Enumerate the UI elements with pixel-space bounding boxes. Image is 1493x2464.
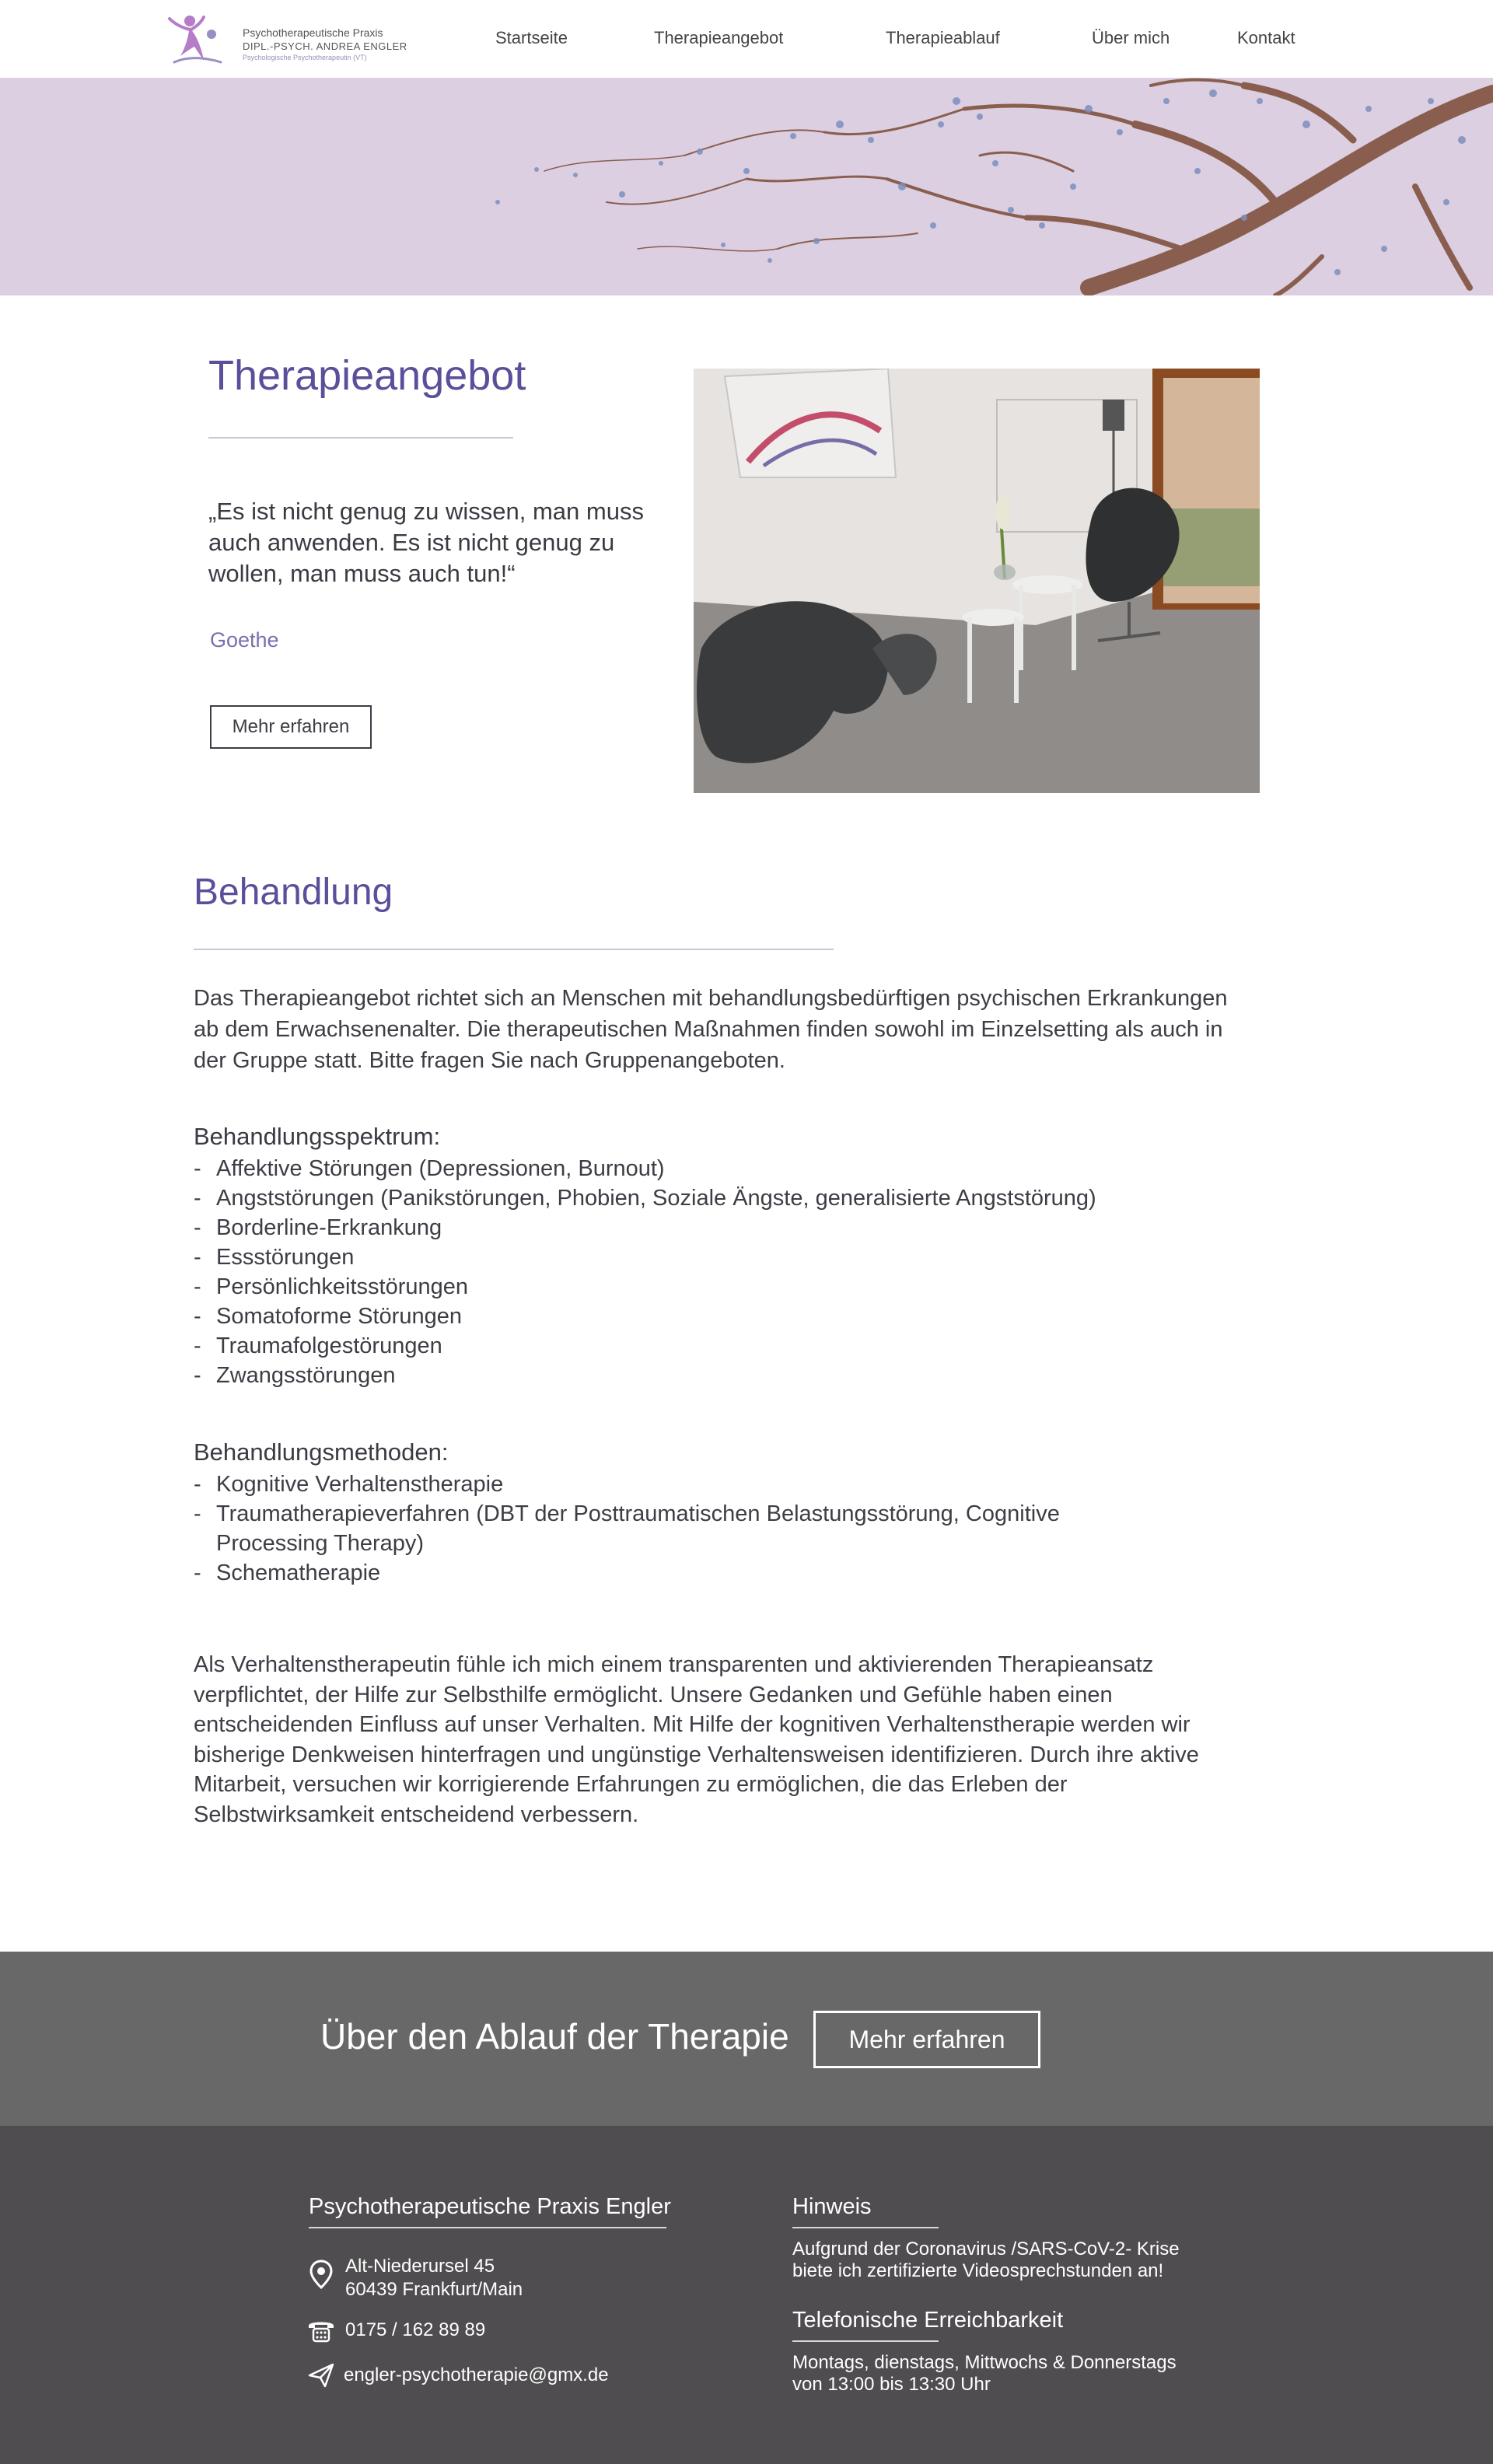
location-pin-icon — [306, 2260, 336, 2289]
list-item: - Persönlichkeitsstörungen — [194, 1272, 1251, 1302]
list-item: - Kognitive Verhaltenstherapie — [194, 1470, 1096, 1499]
footer-phone-divider — [792, 2340, 939, 2342]
spectrum-list — [194, 1154, 1251, 1390]
footer-practice-heading: Psychotherapeutische Praxis Engler — [309, 2194, 671, 2219]
offer-quote-author: Goethe — [210, 628, 279, 652]
list-item: - Traumafolgestörungen — [194, 1331, 1251, 1361]
footer-hours-line1: Montags, dienstags, Mittwochs & Donnerstags — [792, 2352, 1177, 2373]
offer-quote: „Es ist nicht genug zu wissen, man muss auch anwenden. Es ist nicht genug zu wollen, man muss auch tun!“ — [208, 498, 644, 587]
logo-line-1: Psychotherapeutische Praxis — [243, 26, 383, 39]
offer-title-divider — [208, 437, 513, 439]
logo-line-3: Psychologische Psychotherapeutin (VT) — [243, 54, 367, 61]
site-header — [0, 0, 1493, 78]
logo[interactable] — [166, 11, 407, 67]
list-item: - Essstörungen — [194, 1242, 1251, 1272]
nav-therapieangebot[interactable]: Therapieangebot — [654, 28, 784, 47]
site-footer — [0, 2126, 1493, 2464]
footer-notice-line2: biete ich zertifizierte Videosprechstunden an! — [792, 2260, 1164, 2281]
cta-learn-more-button[interactable]: Mehr erfahren — [813, 2011, 1040, 2068]
footer-notice-divider — [792, 2227, 939, 2228]
nav-ueber-mich[interactable]: Über mich — [1092, 28, 1170, 47]
nav-kontakt[interactable]: Kontakt — [1237, 28, 1295, 47]
footer-phone-heading: Telefonische Erreichbarkeit — [792, 2308, 1064, 2333]
footer-hours-line2: von 13:00 bis 13:30 Uhr — [792, 2374, 991, 2395]
hero-banner-image — [0, 78, 1493, 295]
treatment-closing: Als Verhaltenstherapeutin fühle ich mich einem transparenten und aktivierenden Therapieansatz verpflichtet, der Hilfe zur Selbsthilfe ermöglicht. Unsere Gedanken und Gefühle haben einen entscheidenden Einfluss auf unser Verhalten. Mit Hilfe der kognitiven Verhaltenstherapie werden wir bisherige Denkweisen hinterfragen und ungünstige Verhaltensweisen identifizieren. Durch ihre aktive Mitarbeit, versuchen wir korrigierende Erfahrungen zu ermöglichen, die das Erleben der Selbstwirksamkeit entscheidend verbessern. — [194, 1652, 1199, 1827]
footer-practice-divider — [309, 2227, 666, 2228]
treatment-title-divider — [194, 949, 834, 950]
nav-therapieablauf[interactable]: Therapieablauf — [886, 28, 1000, 47]
blossom-branches-illustration — [0, 78, 1493, 295]
offer-learn-more-button[interactable]: Mehr erfahren — [210, 705, 372, 749]
list-item: - Zwangsstörungen — [194, 1361, 1251, 1390]
list-item: - Affektive Störungen (Depressionen, Burnout) — [194, 1154, 1251, 1183]
list-item: - Borderline-Erkrankung — [194, 1213, 1251, 1242]
methods-heading: Behandlungsmethoden: — [194, 1438, 449, 1466]
spectrum-heading: Behandlungsspektrum: — [194, 1123, 441, 1150]
list-item: - Somatoforme Störungen — [194, 1302, 1251, 1331]
footer-address-line2: 60439 Frankfurt/Main — [345, 2279, 523, 2300]
list-item: - Traumatherapieverfahren (DBT der Posttraumatischen Belastungsstörung, Cognitive Processing Therapy) — [194, 1499, 1096, 1558]
phone-icon — [306, 2315, 336, 2345]
methods-list — [194, 1470, 1096, 1588]
treatment-intro: Das Therapieangebot richtet sich an Menschen mit behandlungsbedürftigen psychischen Erkrankungen ab dem Erwachsenenalter. Die therapeutischen Maßnahmen finden sowohl im Einzelsetting als auch in der Gruppe statt. Bitte fragen Sie nach Gruppenangeboten. — [194, 986, 1228, 1073]
send-mail-icon — [306, 2361, 336, 2390]
cta-text: Über den Ablauf der Therapie — [320, 2016, 789, 2057]
list-item: - Schematherapie — [194, 1558, 1096, 1588]
logo-line-2: DIPL.-PSYCH. ANDREA ENGLER — [243, 40, 407, 52]
footer-email[interactable]: engler-psychotherapie@gmx.de — [344, 2364, 609, 2385]
offer-title: Therapieangebot — [208, 352, 526, 399]
footer-phone[interactable]: 0175 / 162 89 89 — [345, 2319, 486, 2340]
treatment-title: Behandlung — [194, 872, 393, 913]
nav-startseite[interactable]: Startseite — [495, 28, 568, 47]
footer-notice-heading: Hinweis — [792, 2194, 872, 2219]
footer-notice-line1: Aufgrund der Coronavirus /SARS-CoV-2- Krise — [792, 2239, 1180, 2260]
therapy-room-photo — [694, 369, 1260, 793]
list-item: - Angststörungen (Panikstörungen, Phobien, Soziale Ängste, generalisierte Angststörung) — [194, 1183, 1251, 1213]
logo-figure-icon — [166, 11, 224, 67]
footer-address-line1: Alt-Niederursel 45 — [345, 2256, 495, 2277]
therapy-room-illustration — [694, 369, 1260, 793]
